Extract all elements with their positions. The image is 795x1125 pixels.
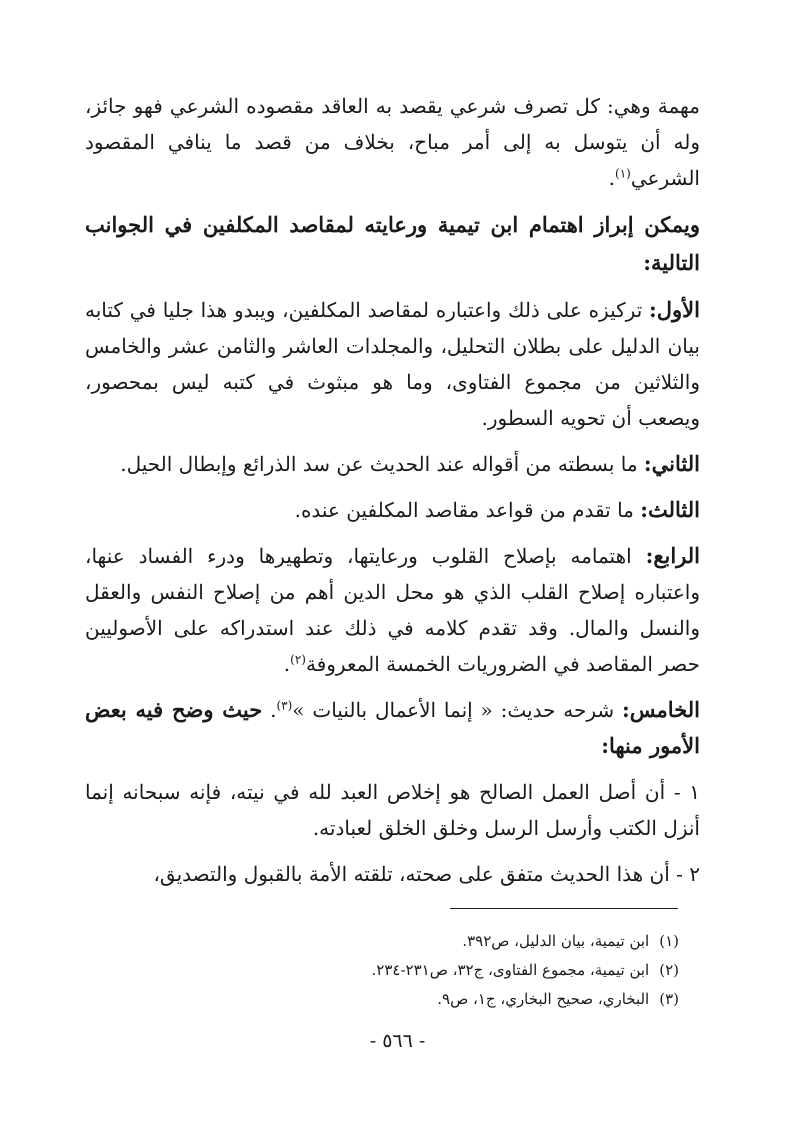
list-item-2: ٢ - أن هذا الحديث متفق على صحته، تلقته الأمة بالقبول والتصديق، <box>153 862 700 886</box>
footnote-ref-2[interactable]: (٢) <box>290 652 306 667</box>
footnote-ref-1[interactable]: (١) <box>615 166 631 181</box>
footnote-1 <box>85 930 679 952</box>
paragraph-fifth <box>85 692 700 764</box>
footnote-number: (٢) <box>659 961 679 979</box>
fifth-mid: . <box>262 698 277 722</box>
intro-end: . <box>608 166 616 190</box>
footnote-text: البخاري، صحيح البخاري، ج١، ص٩. <box>437 990 650 1008</box>
footnote-number: (٣) <box>659 990 679 1008</box>
fourth-lead: الرابع: <box>645 543 700 568</box>
footnote-ref-3[interactable]: (٣) <box>276 698 293 713</box>
fourth-text: اهتمامه بإصلاح القلوب ورعايتها، وتطهيرها ودرء الفساد عنها، واعتباره إصلاح القلب الذي هو محل الدين أهم من إصلاح النفس والعقل والنسل والمال. وقد تقدم كلامه في ذلك عند استدراكه على الأصوليين حصر المقاصد في الضروريات الخمسة المعروفة <box>85 544 701 676</box>
footnotes <box>85 930 679 1017</box>
fifth-bold: حيث وضح فيه بعض الأمور منها: <box>85 697 700 758</box>
section-heading: ويمكن إبراز اهتمام ابن تيمية ورعايته لمقاصد المكلفين في الجوانب التالية: <box>85 212 700 275</box>
first-lead: الأول: <box>649 297 700 322</box>
footnote-number: (١) <box>659 932 679 950</box>
intro-text: مهمة وهي: كل تصرف شرعي يقصد به العاقد مقصوده الشرعي فهو جائز، وله أن يتوسل به إلى أمر مباح، بخلاف من قصد ما ينافي المقصود الشرعي <box>85 94 700 190</box>
third-lead: الثالث: <box>640 497 700 522</box>
page-body <box>85 88 700 902</box>
first-text: تركيزه على ذلك واعتباره لمقاصد المكلفين، ويبدو هذا جليا في كتابه بيان الدليل على بطلان التحليل، والمجلدات العاشر والثامن عشر والخامس والثلاثين من مجموع الفتاوى، وما هو مبثوث في كتبه ليس بمحصور، ويصعب أن تحويه السطور. <box>85 298 700 430</box>
fifth-text: شرحه حديث: « إنما الأعمال بالنيات » <box>292 698 623 722</box>
paragraph-fourth <box>85 538 700 682</box>
page-number: - ٥٦٦ - <box>369 1030 426 1052</box>
list-item-1: ١ - أن أصل العمل الصالح هو إخلاص العبد لله في نيته، فإنه سبحانه إنما أنزل الكتب وأرسل الرسل وخلق الخلق لعبادته. <box>85 780 700 840</box>
fourth-end: . <box>283 652 291 676</box>
paragraph-intro <box>85 88 700 196</box>
second-text: ما بسطته من أقواله عند الحديث عن سد الذرائع وإبطال الحيل. <box>120 452 644 476</box>
paragraph-third <box>85 492 700 528</box>
fifth-lead: الخامس: <box>622 697 700 722</box>
footnote-separator <box>450 908 678 909</box>
footnote-2 <box>85 959 679 981</box>
paragraph-second <box>85 446 700 482</box>
footnote-text: ابن تيمية، بيان الدليل، ص٣٩٢. <box>462 932 650 950</box>
paragraph-first <box>85 292 700 436</box>
footnote-text: ابن تيمية، مجموع الفتاوى، ج٣٢، ص٢٣١-٢٣٤. <box>371 961 650 979</box>
second-lead: الثاني: <box>643 451 700 476</box>
footnote-3 <box>85 988 679 1010</box>
third-text: ما تقدم من قواعد مقاصد المكلفين عنده. <box>294 498 641 522</box>
